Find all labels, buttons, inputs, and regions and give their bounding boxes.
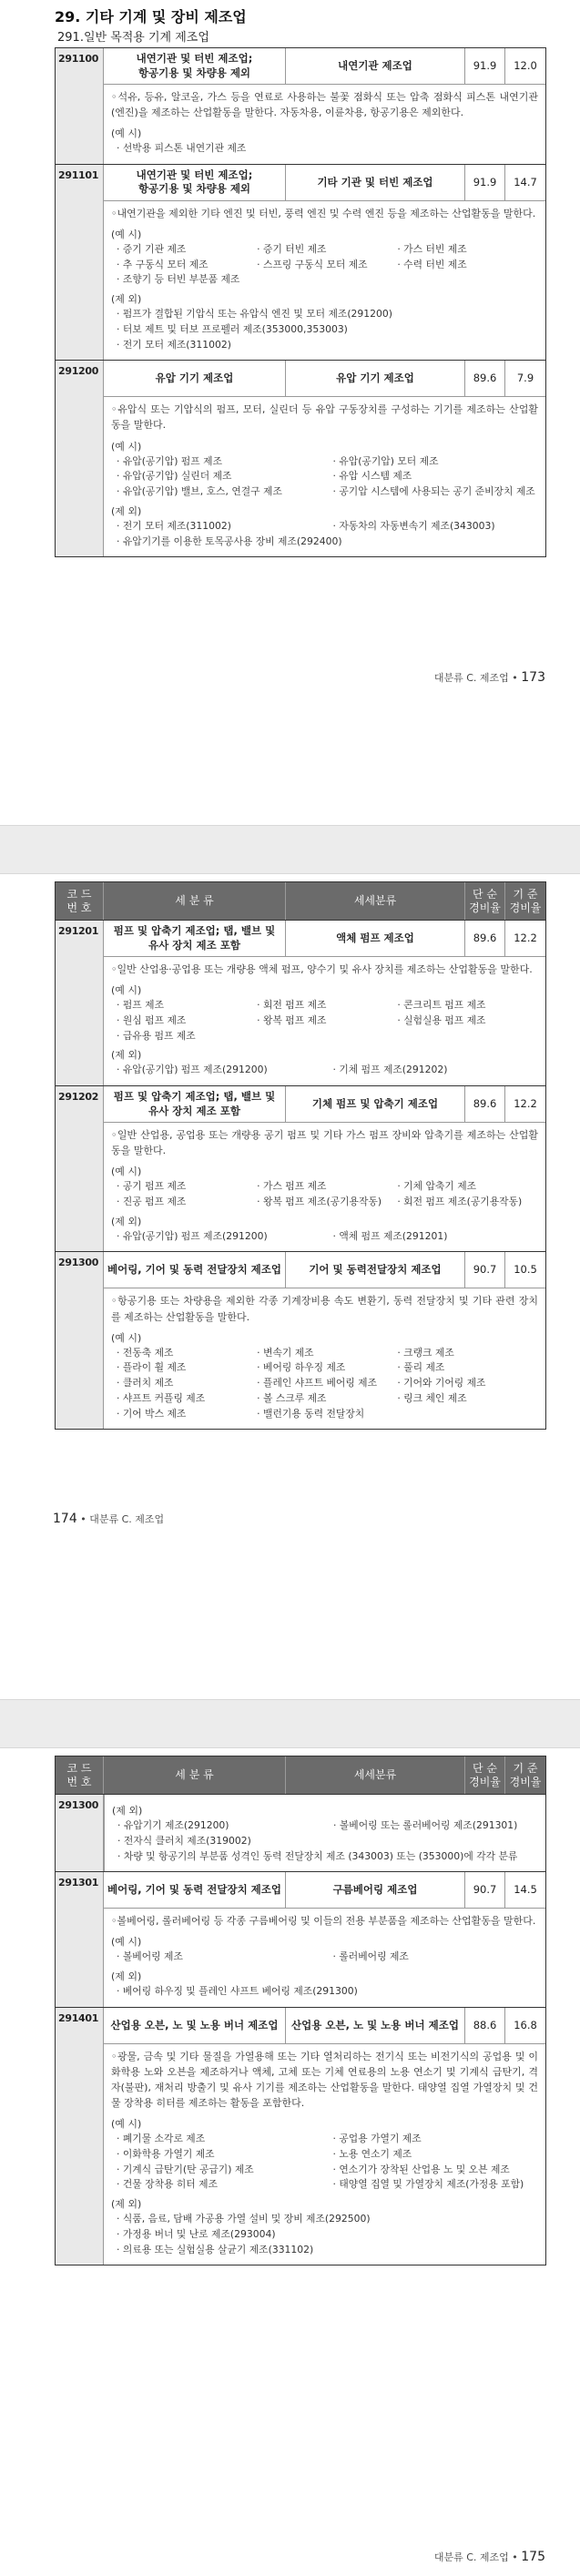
simple-rate: 91.9 [465,48,505,84]
subclass-name: 내연기관 제조업 [286,48,465,84]
table-row [56,1251,545,1429]
example-item: · 기어 박스 제조 [117,1407,187,1420]
header-standard-rate: 기 준 경비율 [509,1761,542,1788]
example-item: · 유압(공기압) 밸브, 호스, 연결구 제조 [117,485,282,498]
row-summary [104,1252,545,1288]
group-label: (제 외) [111,1049,142,1062]
example-item: · 전동축 제조 [117,1346,174,1359]
subclass-name: 기타 기관 및 터빈 제조업 [286,165,465,200]
example-item: · 유압(공기압) 펌프 제조(291200) [117,1229,268,1242]
example-item: · 식품, 음료, 담배 가공용 가열 설비 및 장비 제조(292500) [117,2213,371,2225]
example-item: · 펌프가 결합된 기압식 또는 유압식 엔진 및 모터 제조(291200) [117,308,392,321]
row-content [104,1795,545,1871]
example-item: · 기어와 기어링 제조 [397,1377,486,1390]
example-item: · 밸런기용 동력 전달장치 [257,1407,365,1420]
group-label: (예 시) [111,984,142,997]
description-text: ◦광물, 금속 및 기타 물질을 가열용해 또는 기타 열처리하는 전기식 또는 비전기식의 공업용 및 이화학용 노와 오븐을 제조하거나 액체, 고체 또는 기체 연료용의 노용 연소기 및 기계식 급탄기, 격자(불판), 재처리 방출기 및 유사 기기를 제조하는 산업활동을 말한다. 태양열 집열 가열장치 및 건물 장착용 히터를 제조하는 활동을 포함한다. [111,2050,538,2109]
example-item: · 급유용 펌프 제조 [117,1029,196,1042]
simple-rate: 90.7 [465,1252,505,1288]
row-summary [104,165,545,201]
classification-table-p1 [55,47,546,557]
example-item: · 스프링 구동식 모터 제조 [257,258,368,270]
industry-code: 291300 [56,1795,104,1871]
example-item: · 수력 터빈 제조 [397,258,467,270]
example-list [111,1950,538,1965]
row-summary [104,1872,545,1909]
example-item: · 기계식 급탄기(탄 공급기) 제조 [117,2163,254,2175]
standard-rate: 14.7 [514,175,537,188]
example-item: · 볼베어링 제조 [117,1950,183,1963]
row-summary [104,1086,545,1123]
example-list [111,1179,538,1209]
row-content [104,48,545,164]
example-list [111,998,538,1044]
table-row-continued [56,1795,545,1871]
example-item: · 볼 스크루 제조 [257,1391,327,1404]
subclass-name: 기체 펌프 및 압축기 제조업 [286,1086,465,1122]
standard-rate: 16.8 [514,2018,537,2031]
group-label: (예 시) [111,127,142,140]
example-list [111,242,538,288]
example-list [111,2212,538,2257]
industry-code: 291202 [56,1086,104,1251]
row-description [104,201,545,361]
header-class: 세 분 류 [104,1756,286,1794]
example-item: · 왕복 펌프 제조 [257,1013,327,1026]
page-gap [0,1699,580,1748]
example-item: · 실험실용 펌프 제조 [397,1013,486,1026]
example-list [111,307,538,352]
example-item: · 샤프트 커플링 제조 [117,1391,206,1404]
class-name: 베어링, 기어 및 동력 전달장치 제조업 [104,1252,286,1288]
subclass-name: 구름베어링 제조업 [286,1872,465,1908]
example-list [111,519,538,549]
description-text: ◦유압식 또는 기압식의 펌프, 모터, 실린더 등 유압 구동장치를 구성하는 기기를 제조하는 산업활동을 말한다. [111,403,538,432]
row-description [104,397,545,556]
example-item [333,535,544,550]
example-item: · 연소기가 장착된 산업용 노 및 오븐 제조 [332,2163,510,2175]
standard-rate: 12.0 [514,58,537,72]
header-simple-rate: 단 순 경비율 [465,1756,505,1794]
group-label: (예 시) [111,1936,142,1949]
class-name: 펌프 및 압축기 제조업; 탭, 밸브 및 유사 장치 제조 포함 [104,1086,286,1122]
header-standard-rate: 기 준 경비율 [509,887,542,914]
example-item: · 롤러베어링 제조 [332,1950,409,1963]
group-label: (제 외) [111,504,142,517]
page-number: 174 [53,1512,77,1526]
page-173 [0,0,580,825]
example-item: · 볼베어링 또는 롤러베어링 제조(291301) [333,1819,518,1832]
example-item: · 회전 펌프 제조(공기용작동) [397,1195,523,1207]
example-item: · 플레인 샤프트 베어링 제조 [257,1377,378,1390]
header-simple-rate: 단 순 경비율 [465,882,505,920]
industry-code: 291300 [56,1252,104,1429]
class-name: 베어링, 기어 및 동력 전달장치 제조업 [104,1872,286,1908]
example-item: · 풀리 제조 [397,1361,445,1374]
example-item: · 차량 및 항공기의 부분품 성격인 동력 전달장치 제조 (343003) 또는 (353000)에 각각 분류 [117,1849,518,1862]
industry-code: 291200 [56,361,104,556]
page-175 [0,1748,580,2576]
page-footer: 대분류 C. 제조업 • 173 [433,670,545,685]
group-label: (제 외) [111,2198,142,2211]
page-gap [0,825,580,874]
example-item: · 유압(공기압) 펌프 제조(291200) [117,1064,268,1076]
example-item: · 왕복 펌프 제조(공기용작동) [257,1195,382,1207]
row-summary [104,48,545,85]
example-item: · 유압 시스템 제조 [332,470,412,483]
standard-rate: 7.9 [516,372,534,385]
table-header [56,882,545,921]
standard-rate: 14.5 [514,1882,537,1896]
class-name: 내연기관 및 터빈 제조업; 항공기용 및 차량용 제외 [104,165,286,200]
example-item: · 회전 펌프 제조 [257,999,327,1012]
example-item: · 노용 연소기 제조 [332,2147,412,2160]
example-item: · 증기 기관 제조 [117,242,187,255]
row-description [104,1288,545,1429]
page-footer: 174 • 대분류 C. 제조업 [53,1512,165,1526]
example-item: · 터보 제트 및 터보 프로펠러 제조(353000,353003) [117,322,348,335]
standard-rate: 10.5 [514,1263,537,1277]
industry-code: 291201 [56,921,104,1085]
row-description [104,1909,545,2007]
classification-table-p2 [55,881,546,1430]
example-item: · 폐기물 소각로 제조 [117,2133,206,2145]
page-number: 175 [521,2550,545,2564]
row-content [104,1872,545,2007]
subclass-name: 기어 및 동력전달장치 제조업 [286,1252,465,1288]
simple-rate: 89.6 [465,921,505,956]
class-name: 유압 기기 제조업 [104,361,286,396]
table-row [56,164,545,361]
example-item: · 베어링 하우징 제조 [257,1361,346,1374]
example-item: · 의료용 또는 실험실용 살균기 제조(331102) [117,2243,314,2255]
example-item: · 기체 펌프 제조(291202) [332,1064,448,1076]
example-item: · 플라이 휠 제조 [117,1361,187,1374]
simple-rate: 91.9 [465,165,505,200]
example-item: · 기체 압축기 제조 [397,1180,477,1193]
example-item: · 전기 모터 제조(311002) [117,519,231,532]
description-text: ◦항공기용 또는 차량용을 제외한 각종 기계장비용 속도 변환기, 동력 전달장치 및 기타 관련 장치를 제조하는 산업활동을 말한다. [111,1295,538,1323]
example-item: · 증기 터빈 제조 [257,242,327,255]
row-summary [104,921,545,957]
group-label: (예 시) [111,2118,142,2131]
row-summary [104,2008,545,2044]
simple-rate: 90.7 [465,1872,505,1908]
example-item: · 유압기기 제조(291200) [117,1819,229,1832]
example-item: · 원심 펌프 제조 [117,1013,187,1026]
example-item [397,1407,540,1422]
example-list [111,141,538,157]
example-item: · 진공 펌프 제조 [117,1195,187,1207]
group-label: (예 시) [111,1166,142,1178]
example-list [112,1818,538,1834]
header-code: 코 드 번 호 [56,1756,104,1794]
table-row [56,1871,545,2007]
example-item: · 유압(공기압) 펌프 제조 [117,454,223,467]
example-list [111,1229,538,1245]
group-label: (예 시) [111,1331,142,1344]
example-item: · 이화학용 가열기 제조 [117,2147,215,2160]
classification-table-p3 [55,1756,546,2265]
example-item: · 태양열 집열 및 가열장치 제조(가정용 포함) [332,2178,524,2191]
example-item: · 가정용 버너 및 난로 제조(293004) [117,2227,276,2240]
row-description [104,85,545,164]
example-item: · 공기 펌프 제조 [117,1180,187,1193]
description-text: ◦석유, 등유, 알코올, 가스 등을 연료로 사용하는 불꽃 점화식 또는 압축 점화식 피스톤 내연기관(엔진)을 제조하는 산업활동을 말한다. 자동차용, 이륜차용, 항공기용은 제외한다. [111,91,538,119]
table-row [56,921,545,1085]
class-name: 펌프 및 압축기 제조업; 탭, 밸브 및 유사 장치 제조 포함 [104,921,286,956]
industry-code: 291100 [56,48,104,164]
row-description [104,1123,545,1251]
class-name: 산업용 오븐, 노 및 노용 버너 제조업 [104,2008,286,2043]
section-title: 29. 기타 기계 및 장비 제조업 [55,8,247,25]
page-174 [0,874,580,1699]
standard-rate: 12.2 [514,931,537,944]
description-text: ◦볼베어링, 롤러베어링 등 각종 구름베어링 및 이들의 전용 부분품을 제조하는 산업활동을 말한다. [111,1915,536,1928]
sub-title: 291.일반 목적용 기계 제조업 [57,31,209,45]
example-item: · 건물 장착용 히터 제조 [117,2178,219,2191]
group-label: (제 외) [111,1970,142,1983]
page-number: 173 [521,670,545,685]
table-row [56,360,545,556]
example-item: · 가스 터빈 제조 [397,242,467,255]
example-item: · 선박용 피스톤 내연기관 제조 [117,142,247,155]
example-item: · 유압(공기압) 실린더 제조 [117,470,232,483]
example-item: · 유압(공기압) 모터 제조 [332,454,439,467]
example-item: · 베어링 하우징 및 플레인 샤프트 베어링 제조(291300) [117,1985,358,1998]
example-list [112,1834,538,1864]
simple-rate: 88.6 [465,2008,505,2043]
group-label: (예 시) [111,440,142,453]
description-text: ◦내연기관을 제외한 기타 엔진 및 터빈, 풍력 엔진 및 수력 엔진 등을 제조하는 산업활동을 말한다. [111,207,536,219]
example-list [111,2132,538,2193]
industry-code: 291101 [56,165,104,361]
description-text: ◦일반 산업용, 공업용 또는 개량용 공기 펌프 및 기타 가스 펌프 장비와 압축기를 제조하는 산업활동을 말한다. [111,1129,538,1157]
subclass-name: 산업용 오븐, 노 및 노용 버너 제조업 [286,2008,465,2043]
row-content [104,1086,545,1251]
row-description [104,2044,545,2265]
example-item: · 크랭크 제조 [397,1346,454,1359]
industry-code: 291301 [56,1872,104,2007]
description-text: ◦일반 산업용·공업용 또는 개량용 액체 펌프, 양수기 및 유사 장치를 제조하는 산업활동을 말한다. [111,963,533,975]
group-label: (제 외) [111,1215,142,1227]
table-row [56,2007,545,2265]
example-item: · 클러치 제조 [117,1377,174,1390]
table-row [56,1085,545,1251]
example-item: · 펌프 제조 [117,999,165,1012]
header-class: 세 분 류 [104,882,286,920]
example-item: · 전자식 클러치 제조(319002) [117,1834,251,1847]
example-item: · 유압기기를 이용한 토목공사용 장비 제조(292400) [117,535,342,547]
subclass-name: 액체 펌프 제조업 [286,921,465,956]
example-item: · 공기압 시스템에 사용되는 공기 준비장치 제조 [332,485,535,498]
example-list [111,1984,538,2000]
example-item: · 링크 체인 제조 [397,1391,467,1404]
example-item: · 가스 펌프 제조 [257,1180,327,1193]
header-code: 코 드 번 호 [56,882,104,920]
header-subclass: 세세분류 [286,1756,465,1794]
subclass-name: 유압 기기 제조업 [286,361,465,396]
row-description [104,957,545,1085]
standard-rate: 12.2 [514,1096,537,1110]
row-content [104,361,545,556]
example-item: · 조향기 등 터빈 부분품 제조 [117,273,240,286]
group-label: (제 외) [111,293,142,306]
table-header [56,1756,545,1795]
example-item: · 전기 모터 제조(311002) [117,338,231,351]
class-name: 내연기관 및 터빈 제조업; 항공기용 및 차량용 제외 [104,48,286,84]
example-item: · 액체 펌프 제조(291201) [332,1229,448,1242]
header-subclass: 세세분류 [286,882,465,920]
example-item: · 공업용 가열기 제조 [332,2133,422,2145]
simple-rate: 89.6 [465,1086,505,1122]
row-summary [104,361,545,397]
example-item: · 추 구동식 모터 제조 [117,258,209,270]
row-content [104,2008,545,2265]
table-row [56,48,545,164]
example-item: · 자동차의 자동변속기 제조(343003) [332,519,495,532]
row-content [104,165,545,361]
example-list [111,454,538,500]
example-item: · 콘크리트 펌프 제조 [397,999,486,1012]
simple-rate: 89.6 [465,361,505,396]
row-content [104,921,545,1085]
page-footer: 대분류 C. 제조업 • 175 [433,2550,545,2564]
example-item: · 변속기 제조 [257,1346,314,1359]
example-list [111,1346,538,1422]
example-list [111,1063,538,1078]
group-label: (제 외) [112,1805,143,1817]
row-description [105,1795,545,1871]
row-content [104,1252,545,1429]
group-label: (예 시) [111,228,142,240]
industry-code: 291401 [56,2008,104,2265]
